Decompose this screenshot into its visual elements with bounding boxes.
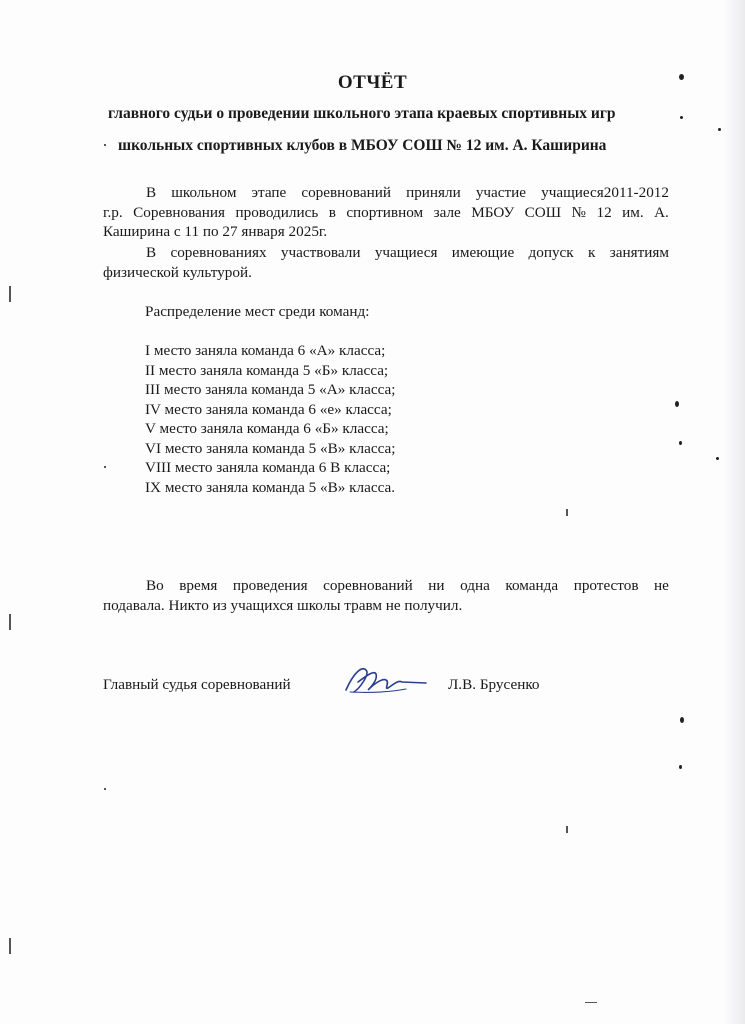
word: Во [146,577,164,594]
scan-speck [566,509,568,516]
paragraph-admission [103,243,669,282]
scan-speck [718,128,721,131]
place-item: II место заняла команда 5 «Б» класса; [145,361,389,379]
word: проведения [232,577,308,594]
document-subtitle-line2: школьных спортивных клубов в МБОУ СОШ № 12 им. А. Каширина [118,137,607,154]
scan-speck [9,614,11,630]
paragraph-line: подавала. Никто из учащихся школы травм не получил. [103,596,463,614]
place-item: IV место заняла команда 6 «е» класса; [145,400,392,418]
word: участвовали [280,244,361,261]
scan-speck [680,116,683,119]
word: соревнований [301,184,392,201]
word: протестов [573,577,639,594]
paragraph-participants [103,183,669,242]
word: Соревнования [133,203,226,221]
place-item: VI место заняла команда 5 «В» класса; [145,439,396,457]
word: этапе [251,184,287,201]
word: ни [428,577,445,594]
scan-speck [679,441,682,445]
word: В [146,244,157,261]
word: в [328,203,336,221]
signature-name: Л.В. Брусенко [448,676,540,693]
scan-speck [585,1002,597,1003]
word: им. [622,203,644,221]
word: к [588,244,596,261]
paragraph-line [103,243,669,263]
scan-speck [104,466,106,468]
scan-speck [679,765,682,769]
scan-speck [566,826,568,833]
document-title: ОТЧЁТ [337,72,408,93]
word: проводились [235,203,319,221]
scan-speck [675,401,679,407]
places-list [145,341,395,497]
paragraph-line [103,183,669,203]
word: учащиеся2011-2012 [541,184,669,201]
document-subtitle-line1: главного судьи о проведении школьного этапа краевых спортивных игр [108,105,616,122]
word: СОШ [524,203,562,221]
word: приняли [406,184,461,201]
paragraph-line: физической культурой. [103,263,252,281]
handwritten-signature [340,662,430,698]
word: время [179,577,218,594]
word: В [146,184,157,201]
place-item: VIII место заняла команда 6 В класса; [145,459,391,476]
place-item: V место заняла команда 6 «Б» класса; [145,420,389,437]
word: МБОУ [471,203,515,221]
scan-speck [104,144,106,146]
word: команда [505,577,559,594]
scan-speck [680,717,684,723]
word: допуск [528,244,574,261]
scan-speck [9,938,11,954]
paragraph-protests [103,576,669,615]
scan-speck [679,74,684,80]
signature-label: Главный судья соревнований [103,676,291,693]
word: зале [433,203,461,221]
word: имеющие [451,244,515,261]
place-item: IX место заняла команда 5 «В» класса. [145,478,396,496]
word: одна [460,577,490,594]
word: не [654,577,669,594]
paragraph-line [103,203,669,223]
places-heading: Распределение мест среди команд: [145,303,370,320]
word: 12 [596,203,612,221]
scan-edge-shadow [723,0,745,1024]
word: соревнований [323,577,413,594]
word: школьном [171,184,237,201]
place-item: III место заняла команда 5 «А» класса; [145,381,396,398]
word: г.р. [103,203,123,221]
word: соревнованиях [170,244,267,261]
scan-speck [716,457,719,460]
word: участие [475,184,527,201]
word: занятиям [609,244,669,261]
word: № [571,203,587,221]
word: А. [654,203,669,221]
scan-speck [104,788,106,790]
scan-speck [9,286,11,302]
word: учащиеся [374,244,438,261]
paragraph-line: Каширина с 11 по 27 января 2025г. [103,223,328,240]
word: спортивном [346,203,424,221]
place-item: I место заняла команда 6 «А» класса; [145,342,386,359]
paragraph-line [103,576,669,596]
